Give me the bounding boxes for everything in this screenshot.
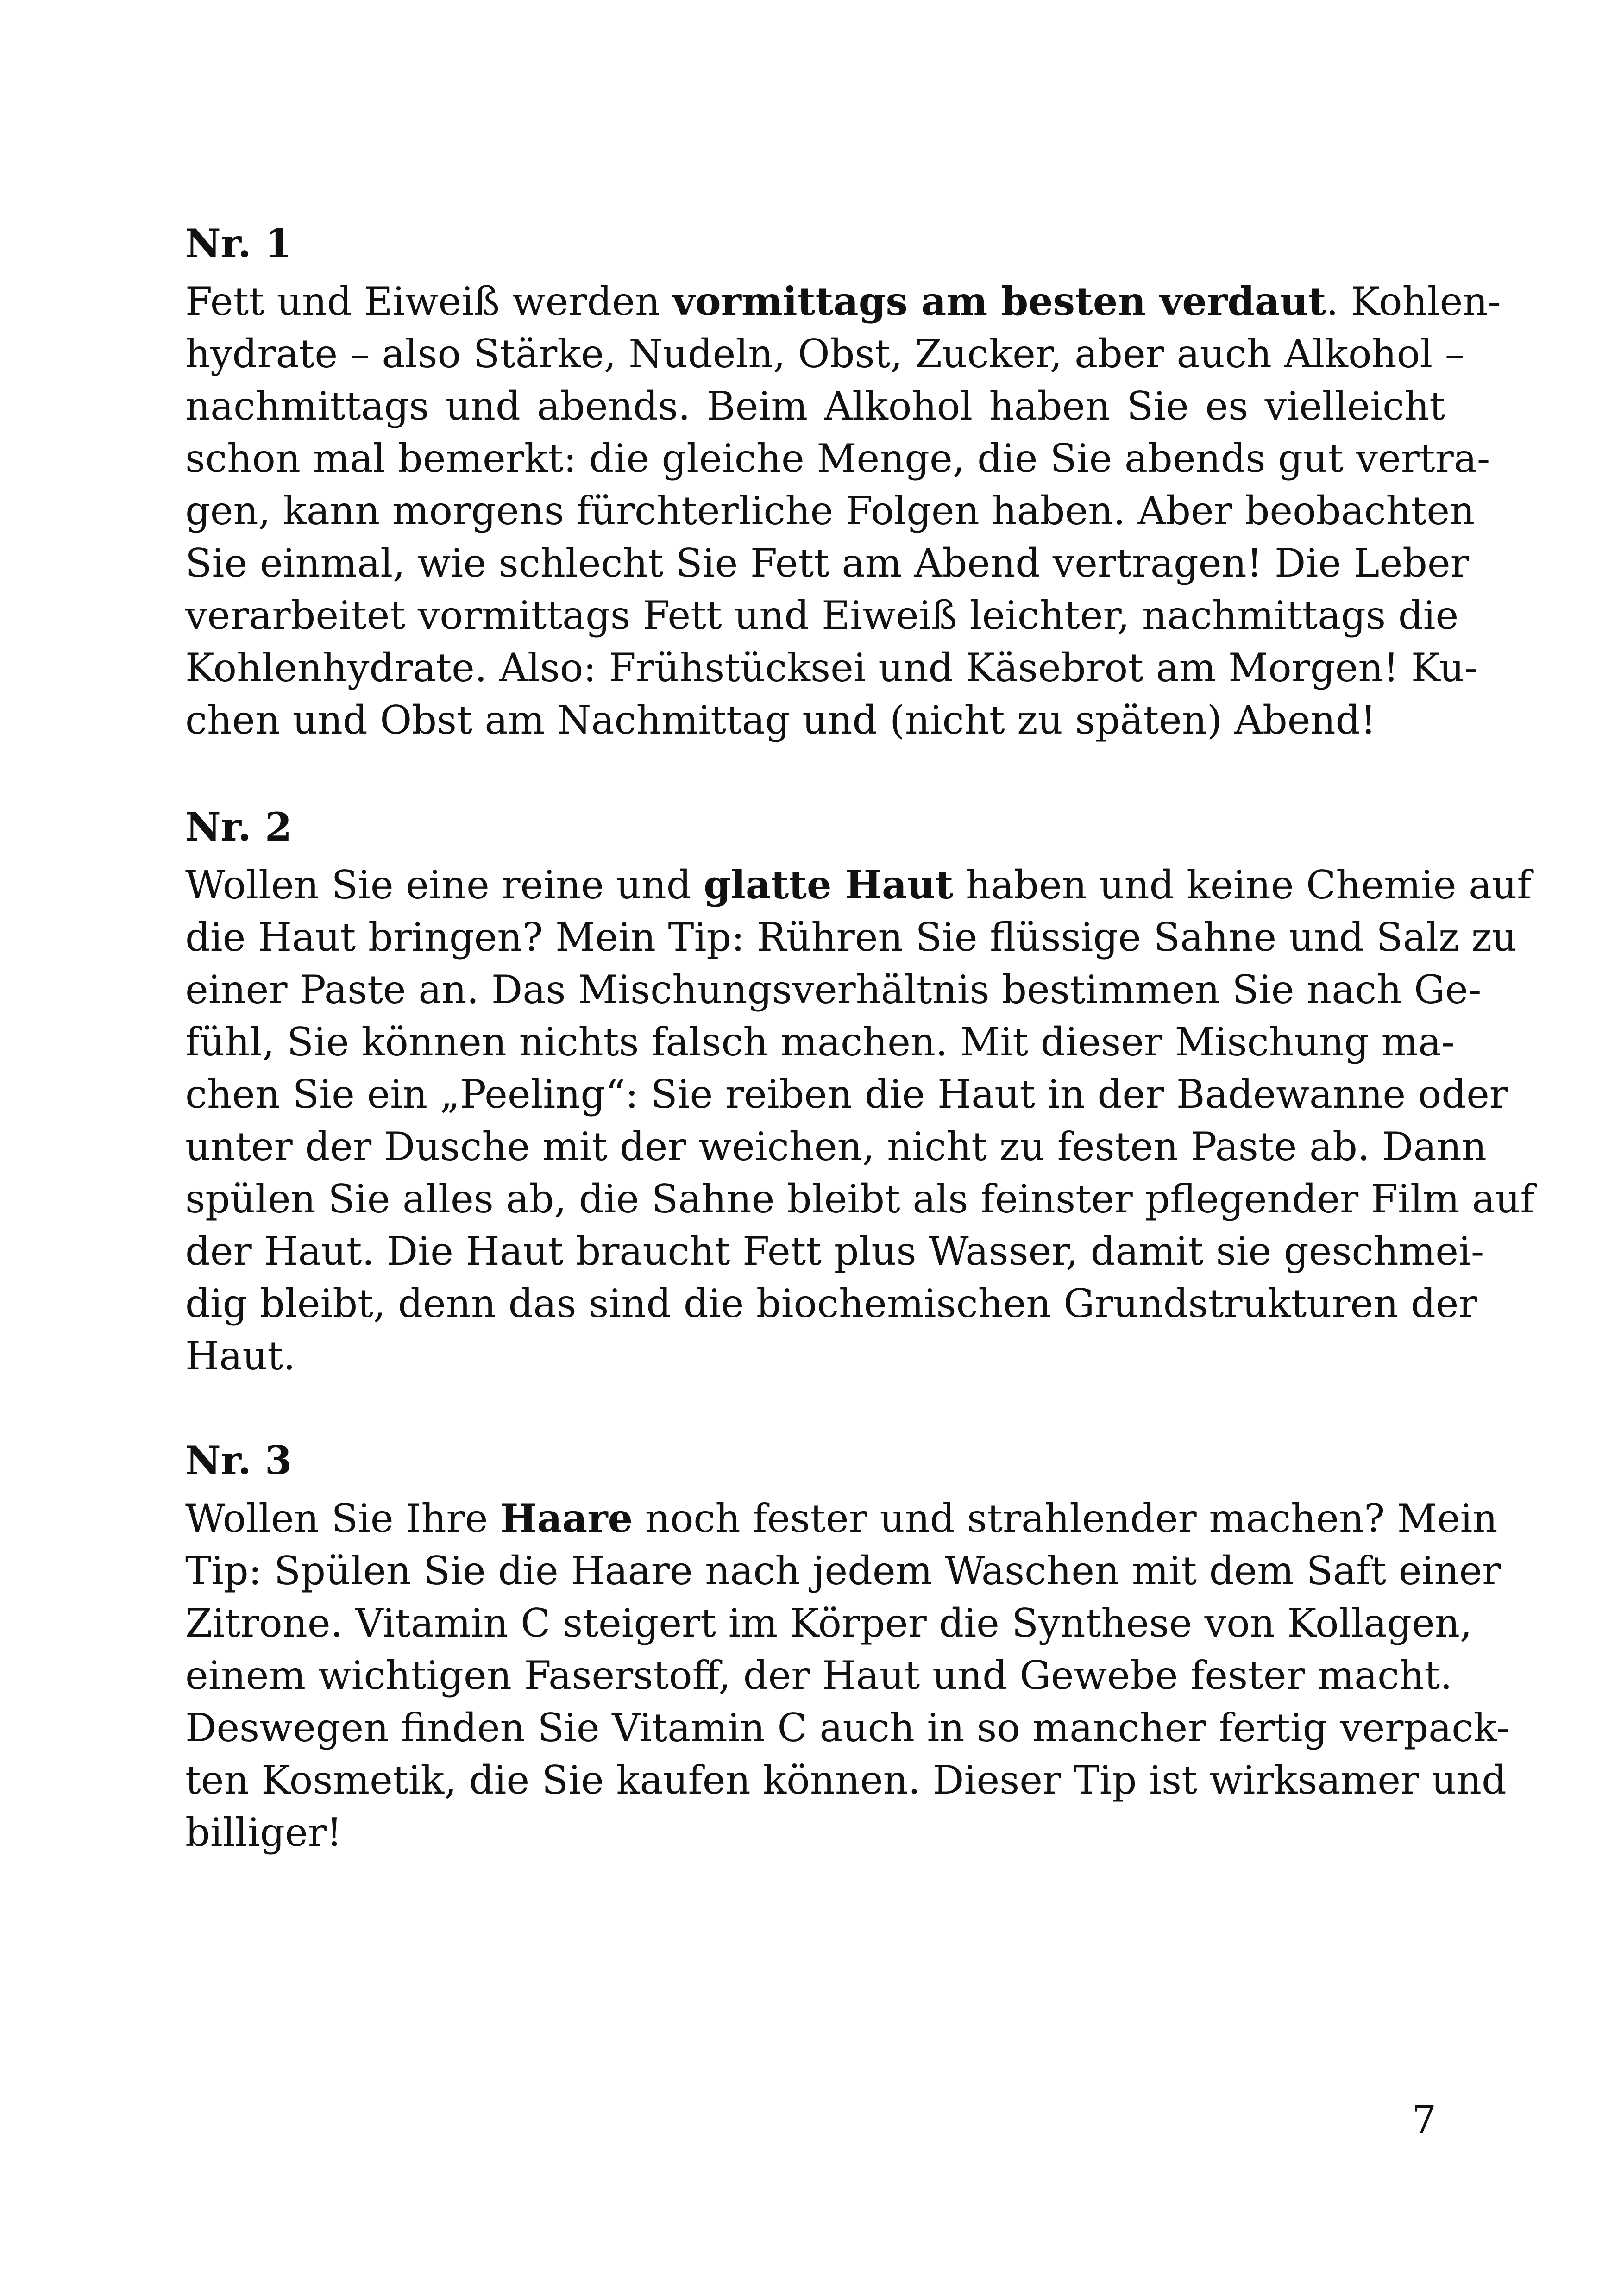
text-line: spülen Sie alles ab, die Sahne bleibt als feinster pflegender Film auf [185,1176,1535,1222]
text-line: schon mal bemerkt: die gleiche Menge, die Sie abends gut vertra- [185,436,1490,481]
text-line: gen, kann morgens fürchterliche Folgen haben. Aber beobachten [185,488,1475,533]
emphasis: Haare [500,1495,633,1541]
section-body [185,1492,1510,1859]
text-line: einem wichtigen Faserstoff, der Haut und Gewebe fester macht. [185,1653,1452,1698]
text-line: Tip: Spülen Sie die Haare nach jedem Waschen mit dem Saft einer [185,1548,1501,1593]
text-line: Zitrone. Vitamin C steigert im Körper die Synthese von Kollagen, [185,1600,1472,1646]
section-body [185,859,1535,1382]
section-nr-1 [185,218,1501,747]
text-line: Kohlenhydrate. Also: Frühstücksei und Käsebrot am Morgen! Ku- [185,645,1478,690]
text-line: der Haut. Die Haut braucht Fett plus Wasser, damit sie geschmei- [185,1229,1484,1274]
text-line: ten Kosmetik, die Sie kaufen können. Dieser Tip ist wirksamer und [185,1757,1507,1803]
text-line: verarbeitet vormittags Fett und Eiweiß leichter, nachmittags die [185,593,1459,638]
section-heading: Nr. 1 [185,220,292,266]
text-line: Wollen Sie eine reine und glatte Haut haben und keine Chemie auf [185,862,1532,908]
emphasis: glatte Haut [704,862,954,908]
text-line: hydrate – also Stärke, Nudeln, Obst, Zucker, aber auch Alkohol – [185,331,1464,376]
page-number: 7 [1412,2097,1437,2143]
section-nr-2 [185,801,1535,1382]
text-line: unter der Dusche mit der weichen, nicht zu festen Paste ab. Dann [185,1124,1487,1169]
section-heading: Nr. 3 [185,1437,292,1483]
text-line: Wollen Sie Ihre Haare noch fester und strahlender machen? Mein [185,1495,1498,1541]
text-line: dig bleibt, denn das sind die biochemischen Grundstrukturen der [185,1281,1477,1326]
section-body [185,275,1501,747]
text-line: einer Paste an. Das Mischungsverhältnis bestimmen Sie nach Ge- [185,967,1482,1012]
text-line: Deswegen finden Sie Vitamin C auch in so mancher fertig verpack- [185,1705,1510,1750]
emphasis: vormittags am besten verdaut [672,278,1326,324]
text-line: chen und Obst am Nachmittag und (nicht zu späten) Abend! [185,697,1376,743]
text-line: fühl, Sie können nichts falsch machen. Mit dieser Mischung ma- [185,1019,1455,1065]
text-line: billiger! [185,1810,342,1855]
text-line: Fett und Eiweiß werden vormittags am besten verdaut. Kohlen- [185,278,1501,324]
section-heading: Nr. 2 [185,804,292,850]
text-line: Haut. [185,1333,295,1379]
text-line: Sie einmal, wie schlecht Sie Fett am Abend vertragen! Die Leber [185,540,1469,586]
text-line: chen Sie ein „Peeling“: Sie reiben die Haut in der Badewanne oder [185,1072,1508,1117]
text-line: nachmittags und abends. Beim Alkohol haben Sie es vielleicht [185,383,1445,429]
section-nr-3 [185,1435,1510,1859]
text-line: die Haut bringen? Mein Tip: Rühren Sie flüssige Sahne und Salz zu [185,915,1517,960]
